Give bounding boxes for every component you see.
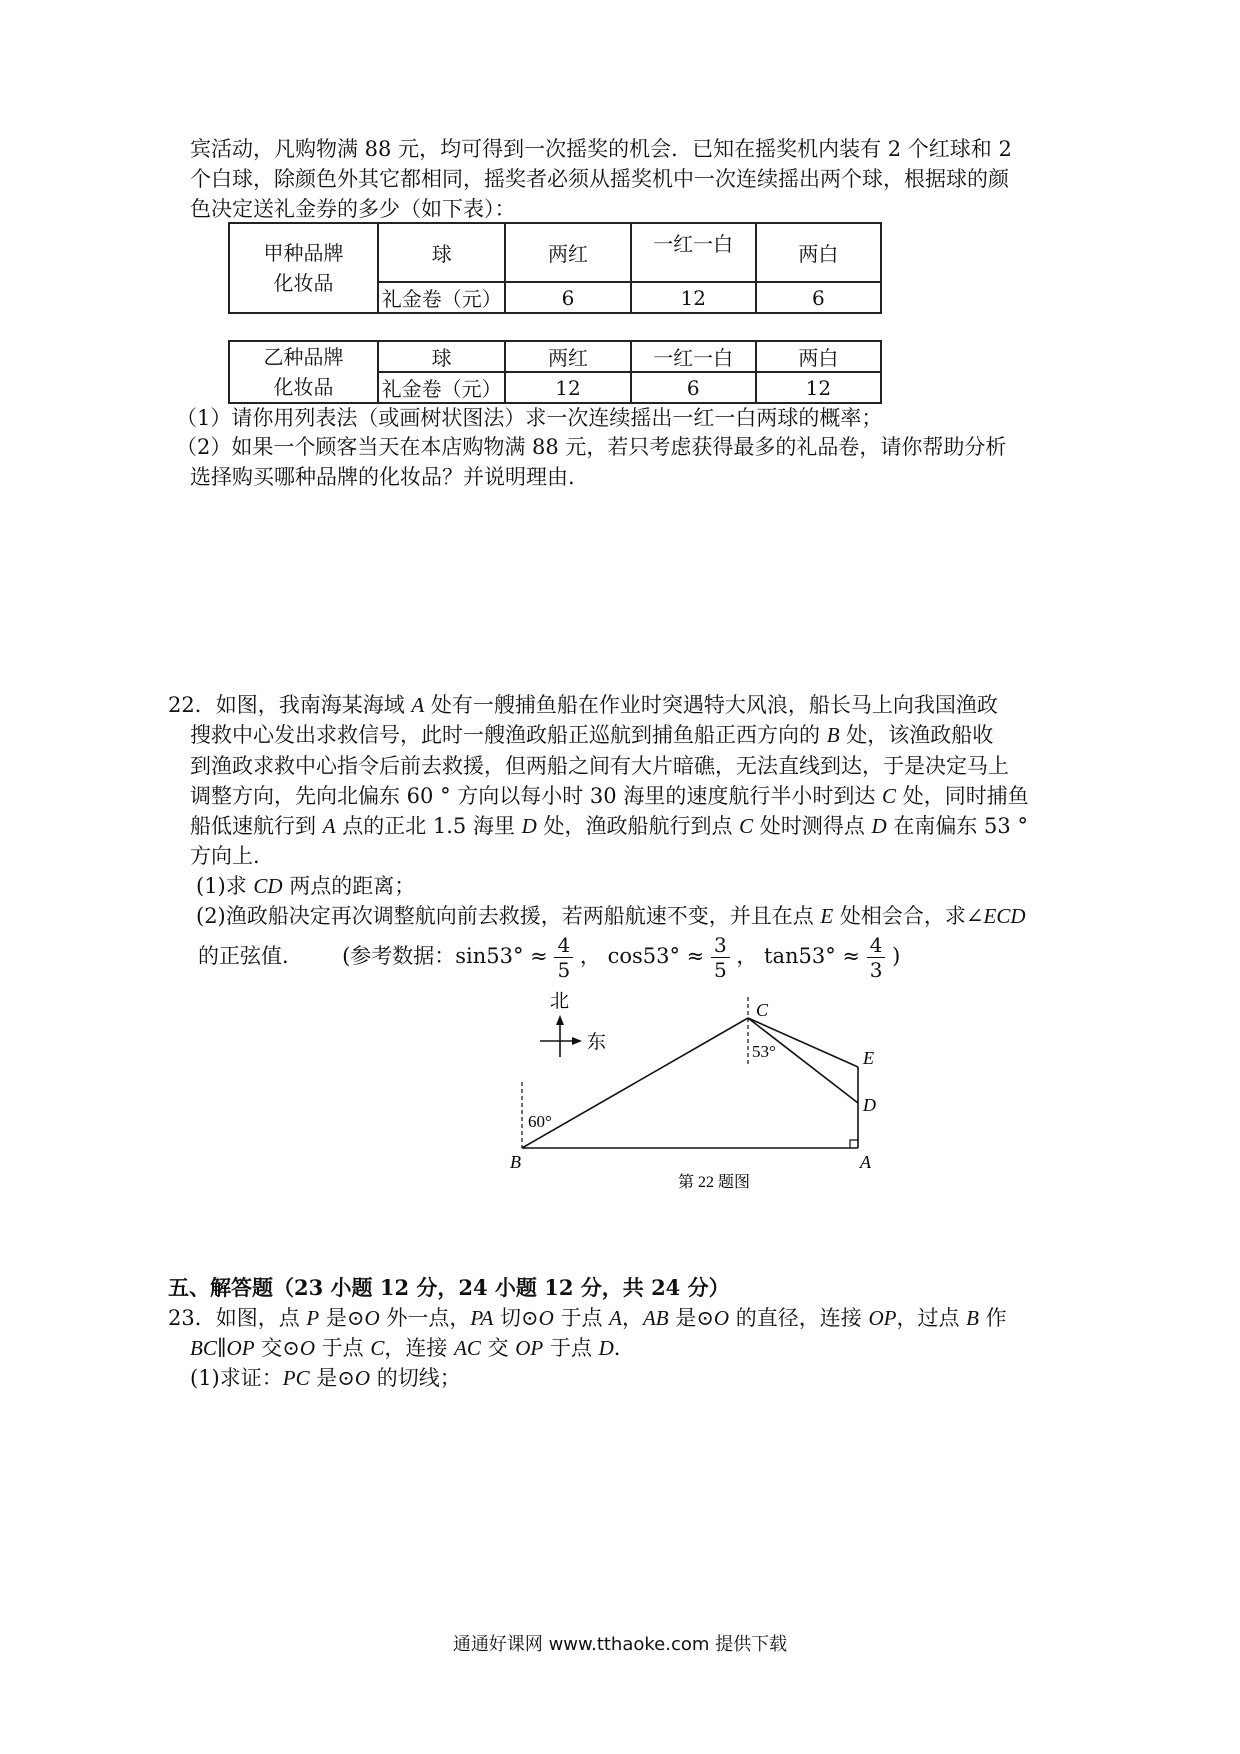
segment-bc: BC xyxy=(190,1336,217,1360)
q21-intro-line2: 个白球，除颜色外其它都相同，摇奖者必须从摇奖机中一次连续摇出两个球，根据球的颜 xyxy=(190,167,1009,191)
denominator: 3 xyxy=(869,958,883,982)
q22-text: 两点的距离； xyxy=(282,874,416,898)
q23-text: 交 xyxy=(480,1336,516,1360)
q23-text: 切⊙ xyxy=(493,1306,539,1330)
value-red-white: 6 xyxy=(631,372,756,403)
q22-figure xyxy=(500,985,900,1200)
point-c: C xyxy=(370,1336,385,1360)
parallel-symbol: ∥ xyxy=(216,1336,227,1360)
q23-line1 xyxy=(168,1303,1007,1333)
q22-line5 xyxy=(190,811,1028,841)
q23-text: 是⊙ xyxy=(309,1366,355,1390)
q22-text: 处有一艘捕鱼船在作业时突遇特大风浪，船长马上向我国渔政 xyxy=(424,693,998,717)
section-5-title: 五、解答题 xyxy=(168,1276,273,1300)
point-c: C xyxy=(882,784,897,808)
q22-text: 船低速航行到 xyxy=(190,814,323,838)
point-o: O xyxy=(538,1306,554,1330)
right-angle-mark xyxy=(850,1140,858,1148)
ref-cos: ， cos53° ≈ xyxy=(579,944,705,968)
segment-op: OP xyxy=(515,1336,544,1360)
numerator: 3 xyxy=(711,933,730,958)
point-d: D xyxy=(521,814,537,838)
prize-header: 礼金卷（元） xyxy=(378,282,505,313)
q22-reference xyxy=(198,930,900,982)
point-o: O xyxy=(364,1306,380,1330)
point-o: O xyxy=(354,1366,371,1390)
q22-text: 处，该渔政船收 xyxy=(839,723,994,747)
compass-east-head xyxy=(572,1037,582,1045)
q22-text: (1)求 xyxy=(196,874,254,898)
point-d: D xyxy=(598,1336,614,1360)
prize-table-brand-b xyxy=(228,340,882,404)
q22-line3: 到渔政求救中心指令后前去救援，但两船之间有大片暗礁，无法直线到达，于是决定马上 xyxy=(190,754,1009,778)
section-5-heading xyxy=(168,1273,730,1303)
q23-text: 作 xyxy=(978,1306,1007,1330)
q23-text: ，过点 xyxy=(896,1306,967,1330)
point-b: B xyxy=(966,1306,979,1330)
page-footer: 通通好课网 www.tthaoke.com 提供下载 xyxy=(452,1634,788,1655)
brand-a-line1: 甲种品牌 xyxy=(263,241,344,265)
q22-text: 的正弦值. xyxy=(198,944,289,968)
point-d: D xyxy=(871,814,887,838)
q22-part1 xyxy=(196,871,415,901)
q23-text: 的直径，连接 xyxy=(729,1306,869,1330)
q22-line1 xyxy=(168,690,998,720)
fraction-tan xyxy=(867,933,886,982)
q22-text: (2)渔政船决定再次调整航向前去救援，若两船航速不变，并且在点 xyxy=(196,904,821,928)
q22-text: 处时测得点 xyxy=(753,814,872,838)
q22-line6: 方向上. xyxy=(190,844,260,868)
q23-line2 xyxy=(190,1333,620,1363)
segment-ac: AC xyxy=(454,1336,481,1360)
q21-intro-line3: 色决定送礼金券的多少（如下表）： xyxy=(190,197,516,221)
q23-text: 如图，点 xyxy=(215,1306,307,1330)
q22-text: 在南偏东 53 ° xyxy=(886,814,1028,838)
col-two-red: 两红 xyxy=(505,341,630,372)
label-e: E xyxy=(863,1048,874,1068)
q23-text: 于点 xyxy=(543,1336,599,1360)
angle-60-label: 60° xyxy=(528,1112,552,1131)
q22-text: 点的正北 1.5 海里 xyxy=(335,814,522,838)
angle-53-label: 53° xyxy=(752,1042,776,1061)
q23-text: 于点 xyxy=(553,1306,610,1330)
label-a: A xyxy=(860,1152,871,1172)
section-5-note: （23 小题 12 分，24 小题 12 分，共 24 分） xyxy=(273,1275,730,1300)
q22-line2 xyxy=(190,720,993,750)
ref-tan: ， tan53° ≈ xyxy=(736,944,861,968)
value-two-white: 6 xyxy=(756,282,881,313)
q21-part1: （1）请你用列表法（或画树状图法）求一次连续摇出一红一白两球的概率； xyxy=(176,406,883,430)
denominator: 5 xyxy=(557,958,571,982)
numerator: 4 xyxy=(867,933,886,958)
brand-b-cell xyxy=(229,341,378,403)
ball-header: 球 xyxy=(378,341,505,372)
label-b: B xyxy=(510,1152,521,1172)
point-b: B xyxy=(826,723,840,747)
q22-line4 xyxy=(190,781,1029,811)
q22-text: 搜救中心发出求救信号，此时一艘渔政船正巡航到捕鱼船正西方向的 xyxy=(190,723,827,747)
point-a: A xyxy=(322,814,336,838)
value-two-red: 12 xyxy=(505,372,630,403)
q22-text: 如图，我南海某海域 xyxy=(215,693,412,717)
numerator: 4 xyxy=(554,933,573,958)
col-red-white: 一红一白 xyxy=(631,223,756,282)
q23-text: 于点 xyxy=(315,1336,371,1360)
value-red-white: 12 xyxy=(631,282,756,313)
point-a: A xyxy=(411,693,425,717)
value-two-red: 6 xyxy=(505,282,630,313)
prize-header: 礼金卷（元） xyxy=(378,372,505,403)
q21-part2-line2: 选择购买哪种品牌的化妆品？并说明理由. xyxy=(190,465,575,489)
q22-part2 xyxy=(196,901,1026,931)
q23-text: (1)求证： xyxy=(190,1366,283,1390)
q22-text: 处，同时捕鱼 xyxy=(896,784,1029,808)
q22-text: 处相会合，求∠ xyxy=(833,904,984,928)
col-red-white: 一红一白 xyxy=(631,341,756,372)
point-o: O xyxy=(713,1306,730,1330)
label-d: D xyxy=(863,1095,876,1115)
point-o: O xyxy=(299,1336,315,1360)
label-c: C xyxy=(756,1000,769,1020)
point-p: P xyxy=(306,1306,320,1330)
fraction-sin xyxy=(554,933,573,982)
point-a: A xyxy=(609,1306,622,1330)
north-label: 北 xyxy=(550,991,570,1012)
q22-number: 22． xyxy=(168,693,216,717)
q22-text: 调整方向，先向北偏东 60 ° 方向以每小时 30 海里的速度航行半小时到达 xyxy=(190,784,882,808)
q22-text: 处，渔政船航行到点 xyxy=(536,814,740,838)
brand-a-line2: 化妆品 xyxy=(273,271,334,295)
segment-pc: PC xyxy=(282,1366,310,1390)
point-c: C xyxy=(739,814,754,838)
segment-bc xyxy=(522,1018,748,1148)
q23-part1 xyxy=(190,1363,461,1393)
segment-op: OP xyxy=(868,1306,897,1330)
q23-text: 外一点， xyxy=(379,1306,471,1330)
ball-header: 球 xyxy=(378,223,505,282)
brand-a-cell xyxy=(229,223,378,313)
q23-text: ，连接 xyxy=(384,1336,455,1360)
segment-cd: CD xyxy=(253,874,283,898)
q21-intro-line1: 宾活动，凡购物满 88 元，均可得到一次摇奖的机会．已知在摇奖机内装有 2 个红球和 2 xyxy=(190,137,1012,161)
prize-table-brand-a xyxy=(228,222,882,314)
east-label: 东 xyxy=(587,1032,607,1053)
value-two-white: 12 xyxy=(756,372,881,403)
segment-ab: AB xyxy=(642,1306,669,1330)
segment-op: OP xyxy=(226,1336,255,1360)
q23-text: 是⊙ xyxy=(668,1306,714,1330)
q21-part2-line1: （2）如果一个顾客当天在本店购物满 88 元，若只考虑获得最多的礼品卷，请你帮助分析 xyxy=(176,435,1007,459)
q23-number: 23． xyxy=(168,1306,216,1330)
q23-text: . xyxy=(613,1336,621,1360)
brand-b-line1: 乙种品牌 xyxy=(263,345,344,369)
compass-north-head xyxy=(556,1015,564,1025)
q23-text: ， xyxy=(621,1306,643,1330)
ref-sin: (参考数据：sin53° ≈ xyxy=(342,944,548,968)
angle-ecd: ECD xyxy=(983,904,1026,928)
q23-text: 的切线； xyxy=(370,1366,461,1390)
col-two-white: 两白 xyxy=(756,223,881,282)
col-two-red: 两红 xyxy=(505,223,630,282)
brand-b-line2: 化妆品 xyxy=(273,375,334,399)
q23-text: 交⊙ xyxy=(254,1336,300,1360)
point-e: E xyxy=(820,904,834,928)
q23-text: 是⊙ xyxy=(319,1306,365,1330)
col-two-white: 两白 xyxy=(756,341,881,372)
fraction-cos xyxy=(711,933,730,982)
figure-caption: 第 22 题图 xyxy=(678,1174,751,1191)
denominator: 5 xyxy=(713,958,727,982)
segment-pa: PA xyxy=(470,1306,494,1330)
ref-close: ) xyxy=(892,944,901,968)
